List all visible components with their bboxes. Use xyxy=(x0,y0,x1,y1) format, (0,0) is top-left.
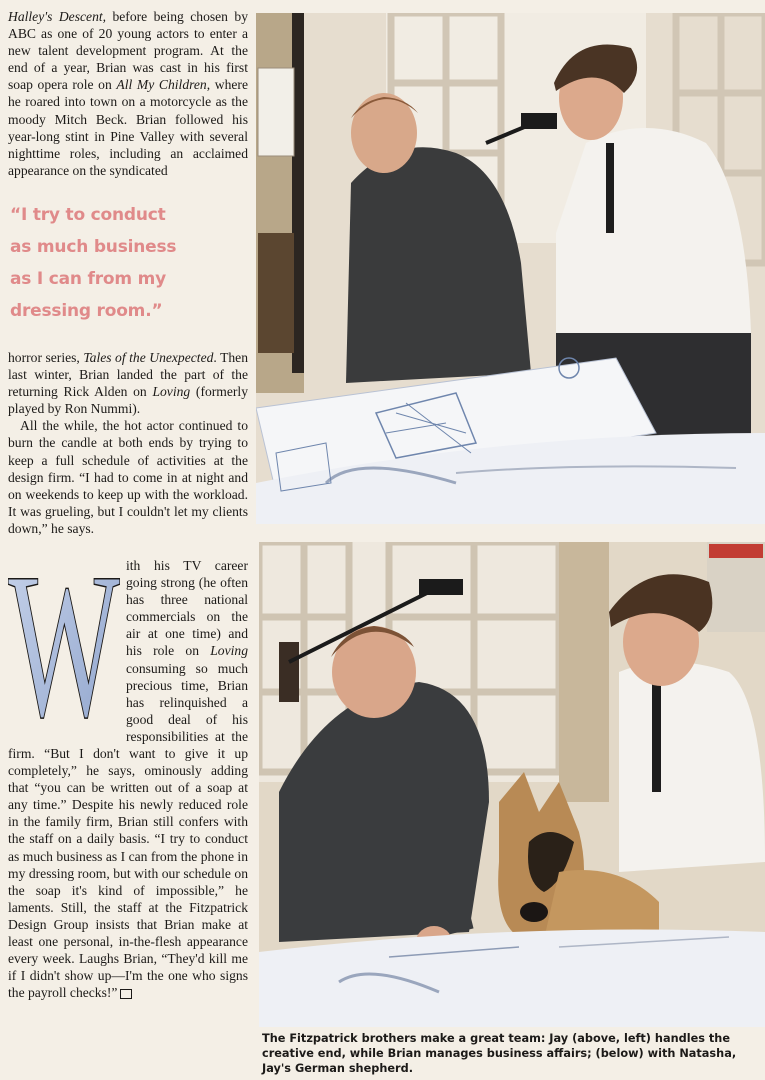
pull-quote-line: dressing room.” xyxy=(10,300,163,321)
text-run: (formerly played by Ron Nummi). xyxy=(8,384,249,417)
pull-quote-line: as I can from my xyxy=(10,268,167,289)
text-run: . Then last winter, Brian landed the part of the returning Rick Alden on xyxy=(8,349,248,400)
text-run: before being chosen by ABC as one of 20 young actors to enter a new talent development program. At the end of a year, Brian was cast in his first soap opera role on xyxy=(8,9,248,93)
paragraph-4 xyxy=(8,557,248,1001)
text-run: , where he roared into town on a motorcycle as the moody Mitch Beck. Brian followed his year-long stint in Pine Valley with several nighttime roles, including an acclaimed appearance on the syndicated xyxy=(8,77,248,178)
photo-brothers-with-dog xyxy=(259,542,765,1027)
pull-quote xyxy=(10,199,248,327)
show-title: Halley's Descent, xyxy=(8,9,107,24)
show-title: Loving xyxy=(152,384,191,400)
show-title: Tales of the Unexpected xyxy=(83,349,214,365)
paragraph-3: All the while, the hot actor continued to burn the candle at both ends by trying to keep a full schedule of activities at the design firm. “I had to come in at night and on weekends to keep up with the workload. It was grueling, but I couldn't let my clients down,” he says. xyxy=(8,418,248,536)
pull-quote-line: as much business xyxy=(10,236,177,257)
text-run: consuming so much precious time, Brian has relinquished a good deal of his responsibilities at the firm. “But I don't want to give it up completely,” he says, ominously adding that “you can be written out of a soap at any time.” Despite his newly reduced role in the family firm, Brian still confers with the staff on a daily basis. “I try to conduct as much business as I can from the phone in my dressing room, but with our schedule on the soap it's kind of impossible,” he laments. Still, the staff at the Fitzpatrick Design Group insists that Brian make at least one personal, in-the-flesh appearance every week. Laughs Brian, “They'd kill me if I didn't show up—I'm the one who signs the payroll checks!” xyxy=(8,660,248,1001)
photo-caption: The Fitzpatrick brothers make a great team: Jay (above, left) handles the creative end, while Brian manages business affairs; (below) with Natasha, Jay's German shepherd. xyxy=(262,1032,737,1075)
article-column xyxy=(8,8,248,1001)
dropcap-w xyxy=(8,557,120,727)
pull-quote-line: “I try to conduct xyxy=(10,204,166,225)
show-title: Loving xyxy=(210,643,248,659)
paragraph-1 xyxy=(8,8,248,179)
paragraph-2 xyxy=(8,349,248,417)
svg-text:W: W xyxy=(8,556,120,727)
text-run: ith his TV career going strong (he often has three national commercials on the air at one time) and his role on xyxy=(126,557,248,659)
end-mark xyxy=(120,989,132,999)
show-title: All My Children xyxy=(116,77,207,93)
photo-brothers-drafting-table xyxy=(256,13,765,524)
text-run: horror series, xyxy=(8,349,84,365)
